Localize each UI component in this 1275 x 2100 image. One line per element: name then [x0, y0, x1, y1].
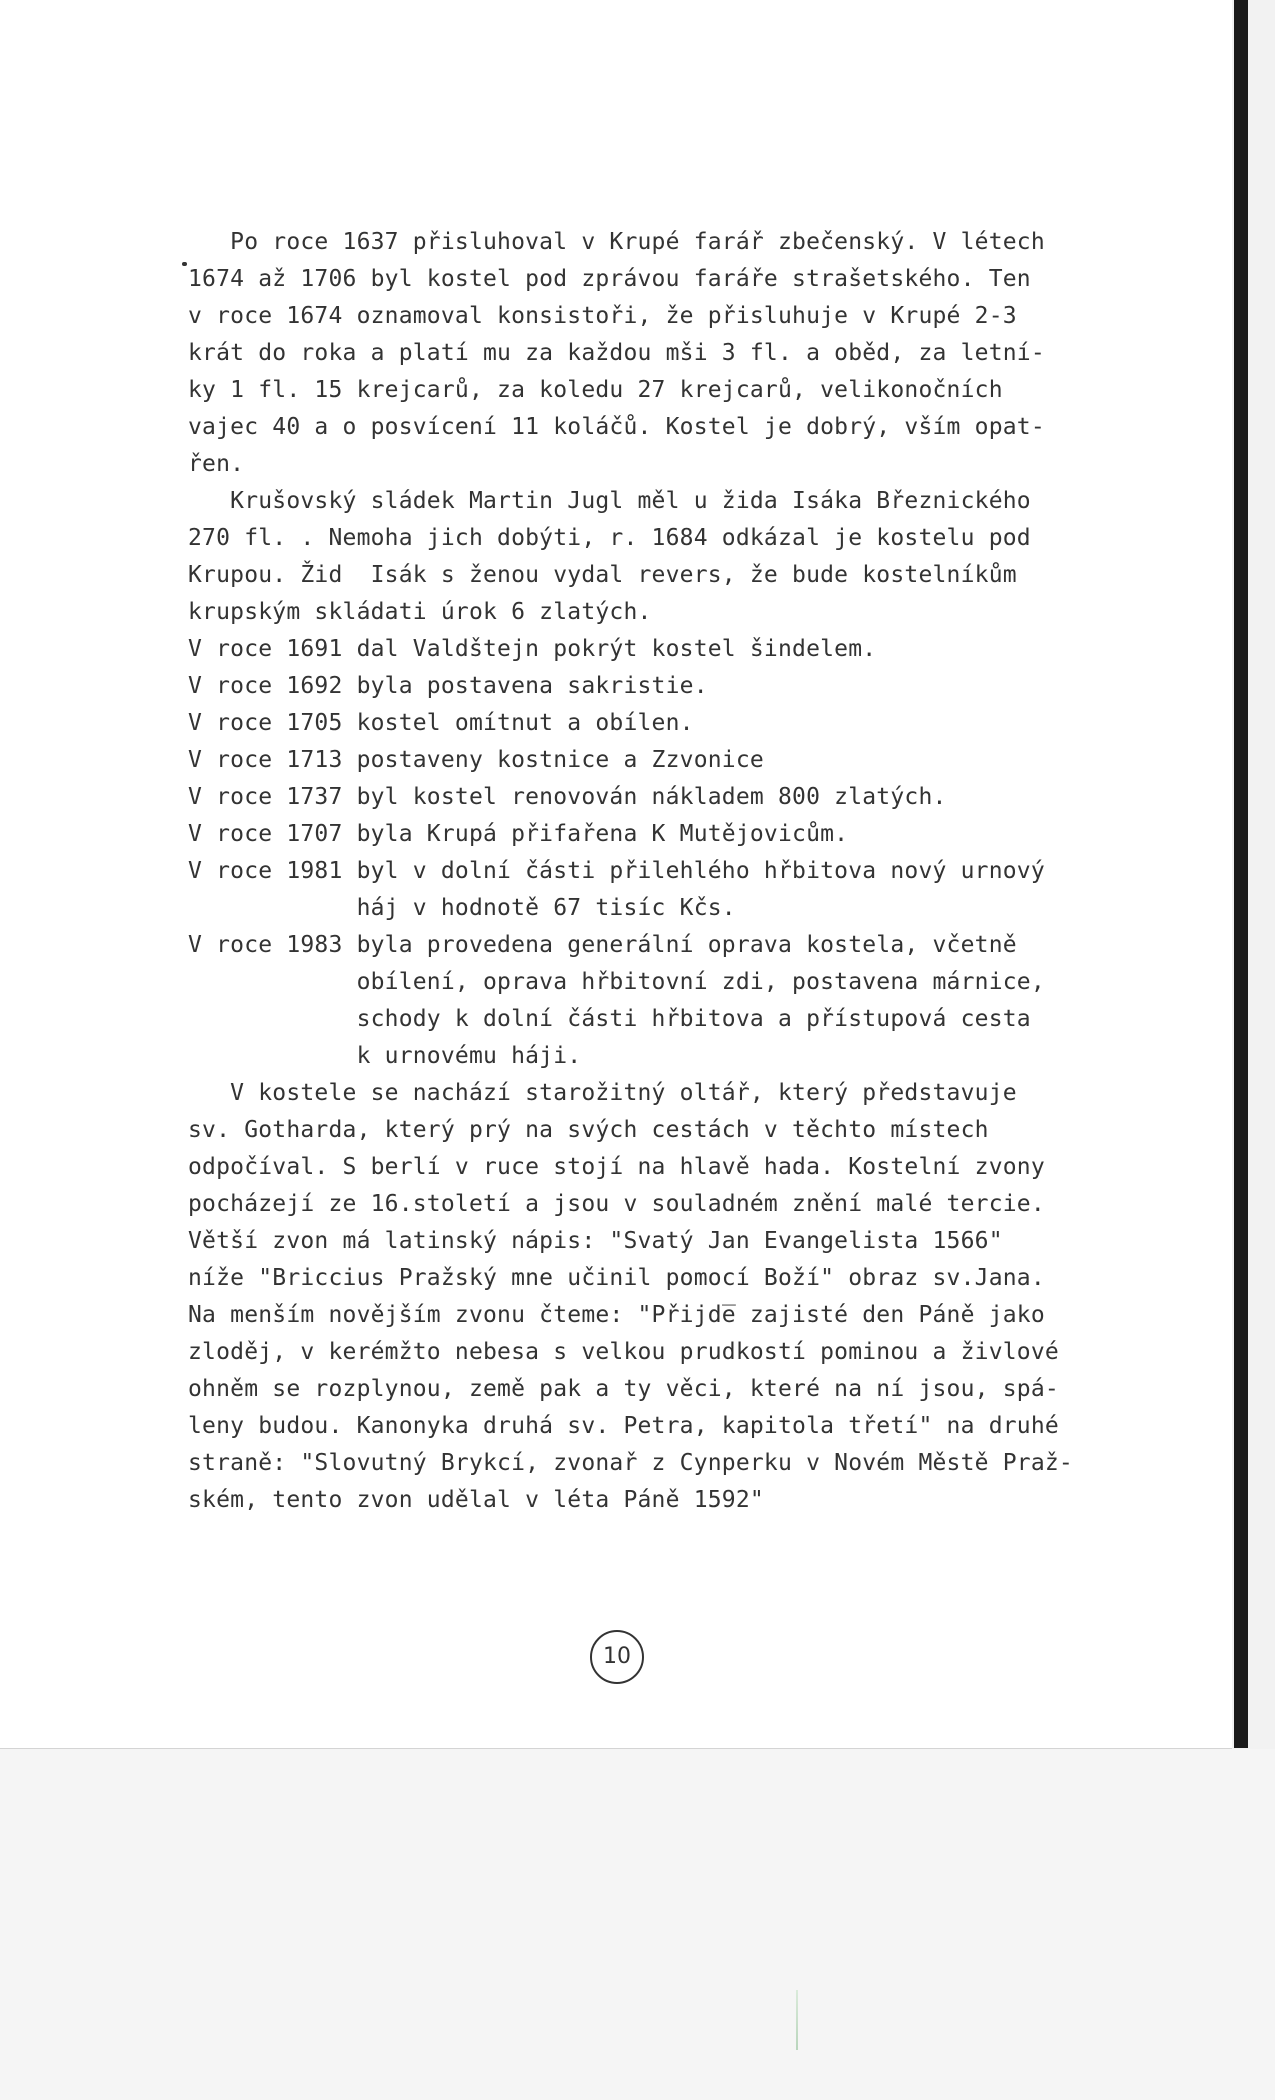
scanner-edge — [1234, 0, 1248, 1748]
text-line: ky 1 fl. 15 krejcarů, za koledu 27 krejcarů, velikonočních — [188, 377, 1003, 403]
text-line: ském, tento zvon udělal v léta Páně 1592" — [188, 1487, 764, 1513]
text-line: V roce 1713 postaveny kostnice a Zzvonice — [188, 747, 764, 773]
text-line: k urnovému háji. — [188, 1043, 582, 1069]
text-line: V roce 1737 byl kostel renovován nákladem 800 zlatých. — [188, 784, 947, 810]
ink-speck — [182, 262, 187, 266]
scanner-background — [0, 1749, 1275, 2100]
text-line: Krupou. Žid Isák s ženou vydal revers, že bude kostelníkům — [188, 562, 1017, 588]
text-line: Krušovský sládek Martin Jugl měl u žida Isáka Březnického — [188, 488, 1031, 514]
text-line: vajec 40 a o posvícení 11 koláčů. Kostel je dobrý, vším opat- — [188, 414, 1045, 440]
text-line: sv. Gotharda, který prý na svých cestách v těchto místech — [188, 1117, 989, 1143]
text-line: ohněm se rozplynou, země pak a ty věci, které na ní jsou, spá- — [188, 1376, 1059, 1402]
text-line: V roce 1981 byl v dolní části přilehlého hřbitova nový urnový — [188, 858, 1045, 884]
scan-mark — [796, 1990, 798, 2050]
text-line: V roce 1692 byla postavena sakristie. — [188, 673, 708, 699]
text-line: V roce 1707 byla Krupá přifařena K Mutějovicům. — [188, 821, 849, 847]
text-line: řen. — [188, 451, 245, 477]
text-line: leny budou. Kanonyka druhá sv. Petra, kapitola třetí" na druhé — [188, 1413, 1059, 1439]
typewritten-text — [188, 224, 1188, 1519]
text-line: obílení, oprava hřbitovní zdi, postavena márnice, — [188, 969, 1045, 995]
text-line: Po roce 1637 přisluhoval v Krupé farář zbečenský. V létech — [188, 229, 1045, 255]
text-line: v roce 1674 oznamoval konsistoři, že přisluhuje v Krupé 2-3 — [188, 303, 1017, 329]
text-line: straně: "Slovutný Brykcí, zvonař z Cynperku v Novém Městě Praž- — [188, 1450, 1073, 1476]
text-line: háj v hodnotě 67 tisíc Kčs. — [188, 895, 736, 921]
text-line: Na menším novějším zvonu čteme: "Přijde̅ zajisté den Páně jako — [188, 1302, 1045, 1328]
text-line: krát do roka a platí mu za každou mši 3 fl. a oběd, za letní- — [188, 340, 1045, 366]
text-line: V kostele se nachází starožitný oltář, který představuje — [188, 1080, 1017, 1106]
text-line: odpočíval. S berlí v ruce stojí na hlavě hada. Kostelní zvony — [188, 1154, 1045, 1180]
text-line: pocházejí ze 16.století a jsou v souladném znění malé tercie. — [188, 1191, 1045, 1217]
page-number: 10 — [590, 1630, 644, 1684]
text-line: V roce 1691 dal Valdštejn pokrýt kostel šindelem. — [188, 636, 877, 662]
text-line: schody k dolní části hřbitova a přístupová cesta — [188, 1006, 1031, 1032]
text-line: V roce 1983 byla provedena generální oprava kostela, včetně — [188, 932, 1017, 958]
text-line: krupským skládati úrok 6 zlatých. — [188, 599, 652, 625]
text-line: Větší zvon má latinský nápis: "Svatý Jan Evangelista 1566" — [188, 1228, 1003, 1254]
text-line: níže "Briccius Pražský mne učinil pomocí Boží" obraz sv.Jana. — [188, 1265, 1045, 1291]
text-line: 1674 až 1706 byl kostel pod zprávou faráře strašetského. Ten — [188, 266, 1031, 292]
text-line: zloděj, v kerémžto nebesa s velkou prudkostí pominou a živlové — [188, 1339, 1059, 1365]
text-line: V roce 1705 kostel omítnut a obílen. — [188, 710, 694, 736]
text-line: 270 fl. . Nemoha jich dobýti, r. 1684 odkázal je kostelu pod — [188, 525, 1031, 551]
